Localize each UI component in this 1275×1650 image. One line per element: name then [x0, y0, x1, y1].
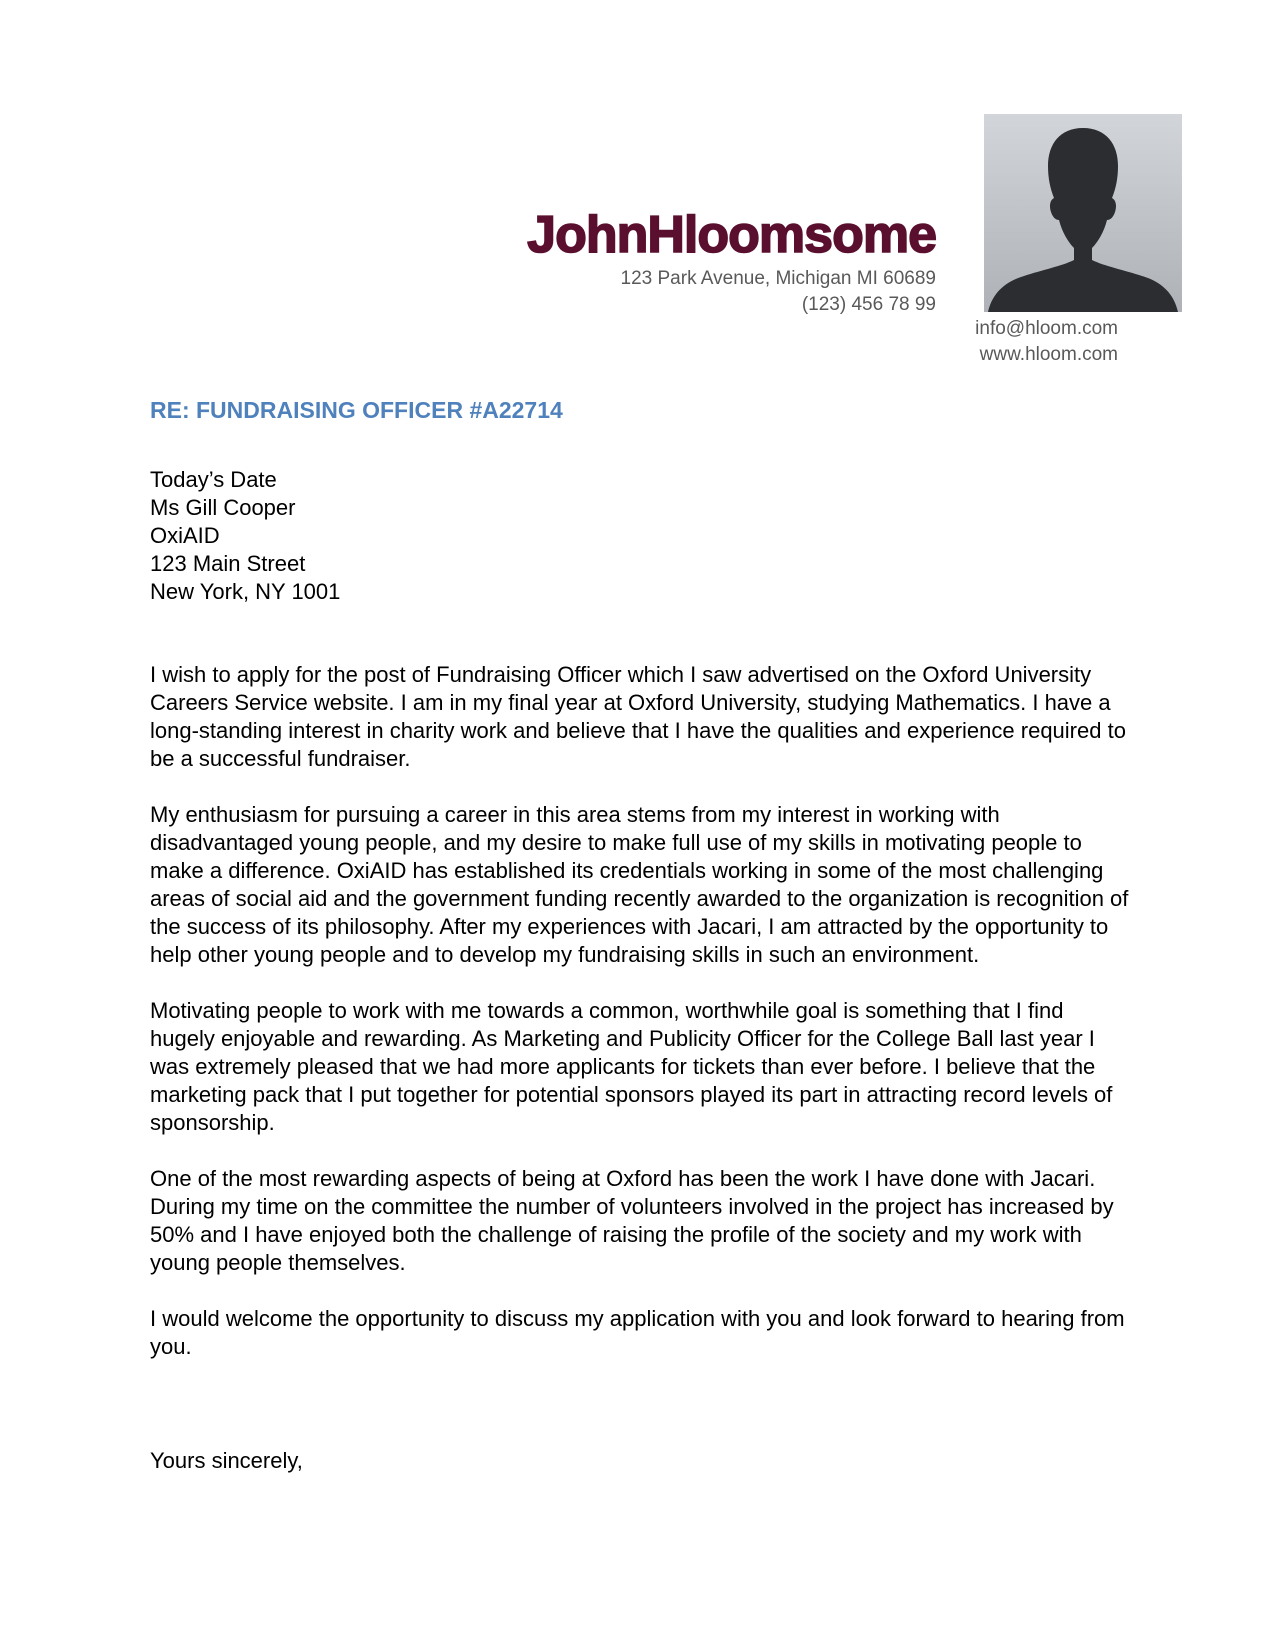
recipient-company: OxiAID	[150, 523, 220, 548]
body-paragraph: I wish to apply for the post of Fundraising Officer which I saw advertised on the Oxford University Careers Service website. I am in my final year at Oxford University, studying Mathematics. I have a long-standing interest in charity work and believe that I have the qualities and experience required to be a successful fundraiser.	[150, 662, 1126, 771]
letter-body	[150, 661, 1130, 1389]
applicant-address: 123 Park Avenue, Michigan MI 60689	[620, 268, 936, 289]
applicant-email: info@hloom.com	[975, 318, 1118, 339]
letter-date: Today’s Date	[150, 467, 277, 492]
body-paragraph: My enthusiasm for pursuing a career in this area stems from my interest in working with disadvantaged young people, and my desire to make full use of my skills in motivating people to make a difference. OxiAID has established its credentials working in some of the most challenging areas of social aid and the government funding recently awarded to the organization is recognition of the success of its philosophy. After my experiences with Jacari, I am attracted by the opportunity to help other young people and to develop my fundraising skills in such an environment.	[150, 802, 1129, 967]
applicant-website: www.hloom.com	[979, 344, 1118, 365]
closing-line: Yours sincerely,	[150, 1448, 303, 1473]
applicant-name: JohnHloomsome	[527, 206, 936, 264]
applicant-phone: (123) 456 78 99	[801, 294, 936, 315]
body-paragraph: One of the most rewarding aspects of being at Oxford has been the work I have done with Jacari. During my time on the committee the number of volunteers involved in the project has increased by 50% and I have enjoyed both the challenge of raising the profile of the society and my work with young people themselves.	[150, 1166, 1114, 1275]
subject-line: RE: FUNDRAISING OFFICER #A22714	[150, 397, 563, 423]
body-paragraph: Motivating people to work with me towards a common, worthwhile goal is something that I find hugely enjoyable and rewarding. As Marketing and Publicity Officer for the College Ball last year I was extremely pleased that we had more applicants for tickets than ever before. I believe that the marketing pack that I put together for potential sponsors played its part in attracting record levels of sponsorship.	[150, 998, 1113, 1135]
person-silhouette-icon	[984, 114, 1182, 312]
recipient-name: Ms Gill Cooper	[150, 495, 296, 520]
recipient-block	[150, 466, 340, 606]
recipient-city: New York, NY 1001	[150, 579, 341, 604]
recipient-street: 123 Main Street	[150, 551, 306, 576]
body-paragraph: I would welcome the opportunity to discuss my application with you and look forward to hearing from you.	[150, 1306, 1125, 1359]
